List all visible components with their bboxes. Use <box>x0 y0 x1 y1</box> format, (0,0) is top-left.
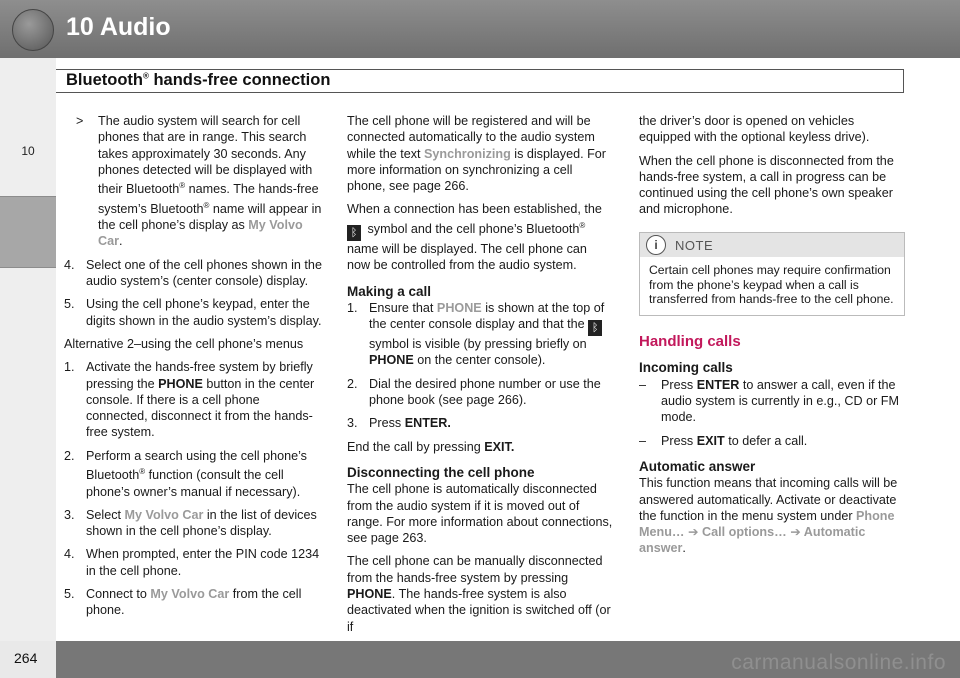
audio-chapter-icon <box>12 9 54 51</box>
list-item: 3. Press ENTER. <box>347 416 451 431</box>
chapter-sidebar <box>0 58 56 641</box>
chapter-tab-number: 10 <box>21 144 35 158</box>
list-item: 4. Select one of the cell phones shown in the audio system’s (center console) display. <box>64 257 322 289</box>
note-box <box>639 232 905 316</box>
page-number: 264 <box>14 650 38 666</box>
bluetooth-icon: ᛒ <box>588 320 602 336</box>
paragraph: When the cell phone is disconnected from the hands-free system, a call in progress can be continued using the cell phone’s own speaker and microphone. <box>639 153 894 217</box>
column-3 <box>639 113 905 564</box>
paragraph: When a connection has been established, the ᛒ symbol and the cell phone’s Bluetooth® name will be displayed. The cell phone can now be controlled from the audio system. <box>347 202 602 273</box>
list-item: 4. When prompted, enter the PIN code 1234 in the cell phone. <box>64 547 320 578</box>
paragraph: End the call by pressing EXIT. <box>347 439 515 454</box>
list-item: 2. Perform a search using the cell phone’s Bluetooth® function (consult the cell phone’s owner’s manual if necessary). <box>64 448 307 499</box>
list-item: 5. Using the cell phone’s keypad, enter the digits shown in the audio system’s display. <box>64 297 322 328</box>
list-item: 1. Ensure that PHONE is shown at the top of the center console display and that the ᛒ symbol is visible (by pressing briefly on PHONE on the center console). <box>347 300 605 368</box>
list-item: 2. Dial the desired phone number or use the phone book (see page 266). <box>347 376 601 408</box>
section-header <box>56 69 904 93</box>
alternative-heading: Alternative 2–using the cell phone’s menus <box>64 336 304 351</box>
heading-handling-calls: Handling calls <box>639 333 741 351</box>
watermark: carmanualsonline.info <box>731 651 946 674</box>
paragraph: This function means that incoming calls will be answered automatically. Activate or deactivate the function in the menu system under Phone Menu… ➔ Call options… ➔ Automatic answer. <box>639 476 898 556</box>
list-item: 5. Connect to My Volvo Car from the cell phone. <box>64 586 302 618</box>
section-title: Bluetooth® hands-free connection <box>66 71 331 89</box>
chapter-tab <box>0 196 56 268</box>
heading-disconnecting: Disconnecting the cell phone <box>347 464 535 480</box>
paragraph: the driver’s door is opened on vehicles equipped with the optional keyless drive). <box>639 114 870 145</box>
paragraph: The cell phone will be registered and will be connected automatically to the audio system while the text Synchronizing is displayed. For more information on synchronizing a cell phone, see page 266. <box>347 114 606 194</box>
heading-incoming-calls: Incoming calls <box>639 360 733 376</box>
column-2 <box>347 113 613 642</box>
list-item: > The audio system will search for cell phones that are in range. This search takes approximately 30 seconds. Any phones detected will be displayed with their Bluetooth® names. The hands-free system’s Bluetooth® name will appear in the cell phone’s display as My Volvo Car. <box>76 114 322 249</box>
paragraph: The cell phone can be manually disconnected from the hands-free system by pressing PHONE. The hands-free system is also deactivated when the ignition is switched off (or if <box>347 554 611 634</box>
chapter-title: 10 Audio <box>66 13 171 41</box>
bluetooth-icon: ᛒ <box>347 225 361 241</box>
chapter-header <box>0 0 960 58</box>
page-footer <box>0 641 960 678</box>
note-body: Certain cell phones may require confirmation from the phone’s keypad when a call is transferred from hands-free to the cell phone. <box>649 262 894 307</box>
paragraph: The cell phone is automatically disconnected from the audio system if it is moved out of range. For more information about connections, see page 263. <box>347 482 613 546</box>
note-label: NOTE <box>675 237 714 253</box>
info-icon: i <box>646 235 666 255</box>
heading-making-call: Making a call <box>347 283 432 299</box>
list-item: 1. Activate the hands-free system by briefly pressing the PHONE button in the center console. If there is a cell phone connected, disconnect it from the hands-free system. <box>64 360 315 440</box>
note-header <box>640 233 904 257</box>
column-1 <box>64 113 322 626</box>
list-item: – Press EXIT to defer a call. <box>639 433 808 448</box>
list-item: – Press ENTER to answer a call, even if the audio system is currently in e.g., CD or FM mode. <box>639 377 899 425</box>
heading-automatic-answer: Automatic answer <box>639 458 756 474</box>
list-item: 3. Select My Volvo Car in the list of devices shown in the cell phone’s display. <box>64 507 317 539</box>
